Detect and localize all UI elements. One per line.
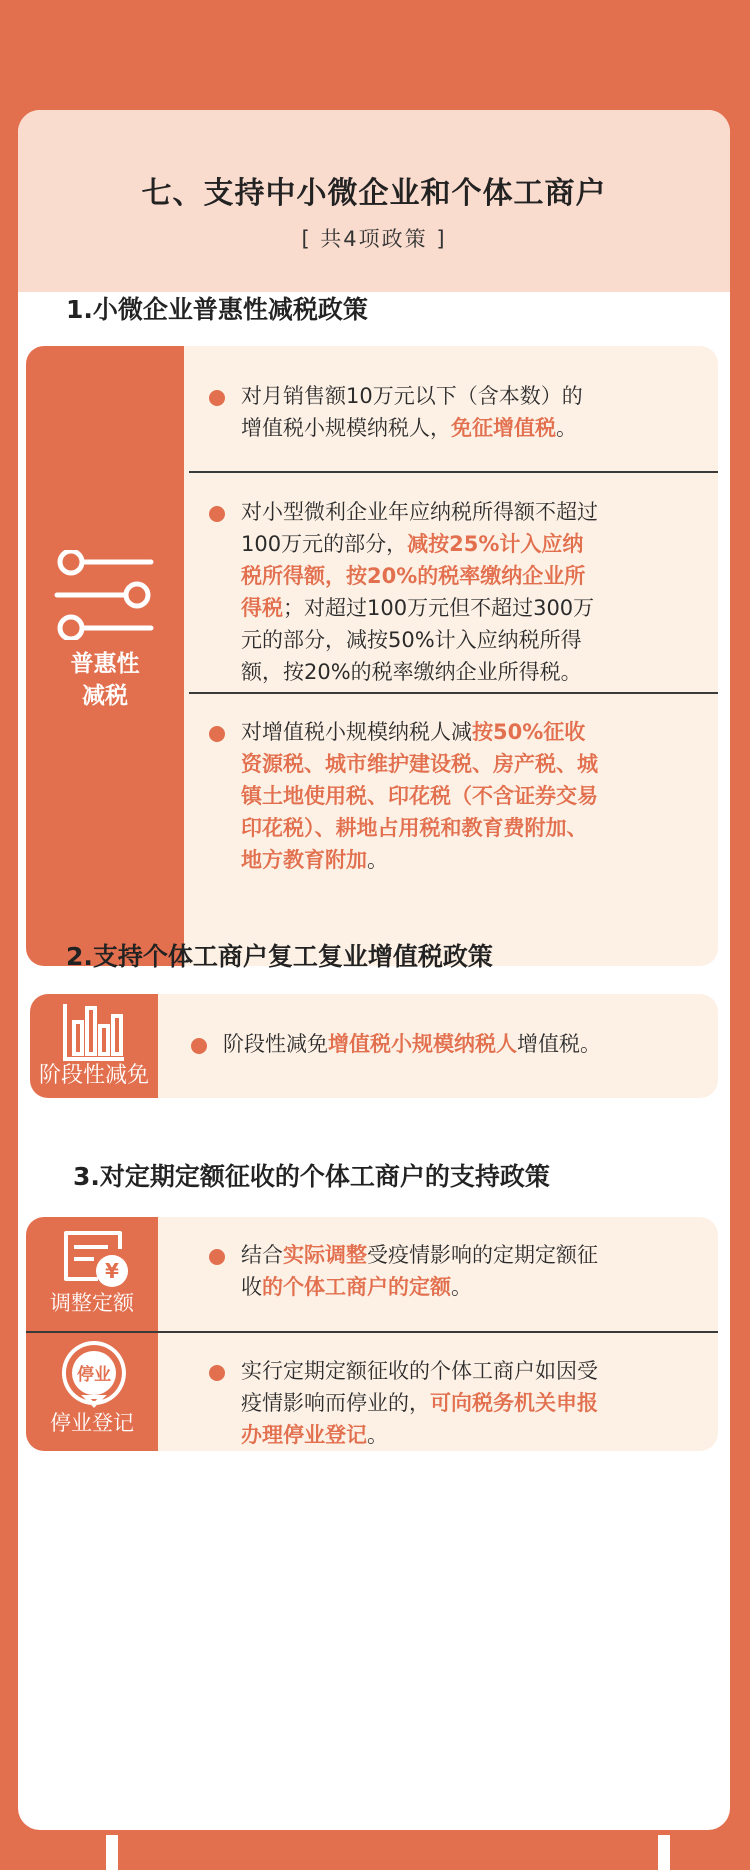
section-2-side-label: 阶段性减免: [38, 1063, 149, 1088]
suspend-badge-icon: [58, 1339, 130, 1411]
bullet-dot: [209, 726, 225, 742]
section-3-block: [26, 1217, 718, 1451]
policy-item-3: 对增值税小规模纳税人减按50%征收资源税、城市维护建设税、房产税、城镇土地使用税、印花税（不含证券交易印花税）、耕地占用税和教育费附加、地方教育附加。: [209, 716, 599, 906]
bullet-dot: [209, 506, 225, 522]
section-3-side-label-2: 停业登记: [50, 1411, 134, 1435]
section-3-side-panel: [26, 1217, 158, 1451]
invoice-yuan-icon: [60, 1227, 132, 1289]
section-3-title: 3.对定期定额征收的个体工商户的支持政策: [73, 1162, 550, 1191]
policy-item-2: 对小型微利企业年应纳税所得额不超过100万元的部分，减按25%计入应纳税所得额，按20%的税率缴纳企业所得税；对超过100万元但不超过300万元的部分，减按50%计入应纳税所得额，按20%的税率缴纳企业所得税。: [209, 496, 599, 686]
policy-item-5: 结合实际调整受疫情影响的定期定额征收的个体工商户的定额。: [209, 1239, 604, 1303]
decor-post-left: [106, 1835, 118, 1870]
policy-card: [18, 110, 730, 1830]
sliders-icon: [51, 550, 161, 640]
section-2-block: [30, 994, 718, 1098]
card-header: [18, 110, 730, 292]
divider: [26, 1331, 158, 1333]
section-1-side-label-2: 减税: [82, 683, 128, 709]
svg-text:¥: ¥: [105, 1259, 119, 1283]
divider: [189, 471, 718, 473]
bullet-dot: [209, 1249, 225, 1265]
page-title: 七、支持中小微企业和个体工商户: [141, 176, 607, 211]
policy-count: [ 共4项政策 ]: [301, 227, 447, 251]
policy-item-6: 实行定期定额征收的个体工商户如因受疫情影响而停业的，可向税务机关申报办理停业登记。: [209, 1355, 604, 1451]
decor-post-right: [658, 1835, 670, 1870]
policy-item-4: 阶段性减免增值税小规模纳税人增值税。: [191, 1028, 711, 1064]
section-2-side-panel: [30, 994, 158, 1098]
section-1-side-panel: [26, 346, 184, 966]
section-3-side-label-1: 调整定额: [50, 1291, 134, 1315]
bullet-dot: [209, 1365, 225, 1381]
section-1-block: [26, 346, 718, 966]
divider: [189, 692, 718, 694]
bullet-dot: [191, 1038, 207, 1054]
section-2-title: 2.支持个体工商户复工复业增值税政策: [66, 942, 493, 971]
svg-text:停业: 停业: [77, 1365, 111, 1385]
section-1-side-label-1: 普惠性: [70, 651, 140, 677]
bar-chart-icon: [62, 1002, 126, 1062]
bullet-dot: [209, 390, 225, 406]
section-1-title: 1.小微企业普惠性减税政策: [66, 295, 368, 324]
divider: [158, 1331, 718, 1333]
policy-item-1: 对月销售额10万元以下（含本数）的增值税小规模纳税人，免征增值税。: [209, 380, 599, 444]
